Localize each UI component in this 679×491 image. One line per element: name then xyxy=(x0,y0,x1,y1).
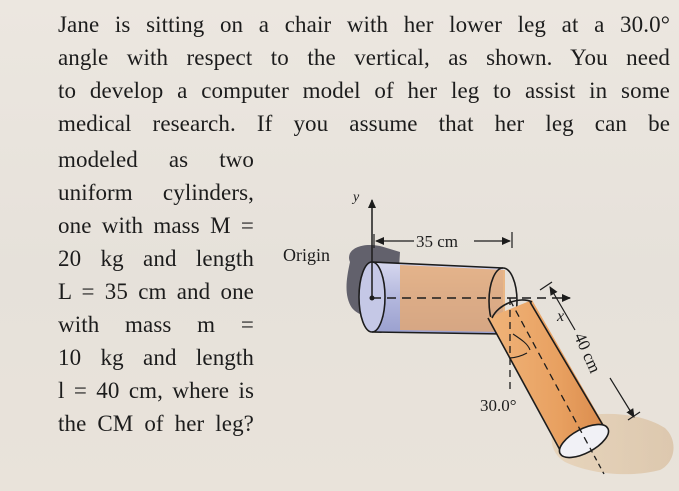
problem-line-3: to develop a computer model of her leg to assist in some xyxy=(58,78,670,103)
problem-line-13: the CM of her leg? xyxy=(58,411,254,436)
origin-label: Origin xyxy=(283,245,330,265)
upper-length-label: 35 cm xyxy=(416,232,459,251)
problem-line-8: 20 kg and length xyxy=(58,246,254,271)
problem-line-5: modeled as two xyxy=(58,147,254,172)
problem-line-7: one with mass M = xyxy=(58,213,254,238)
problem-line-12: l = 40 cm, where is xyxy=(58,378,254,403)
problem-line-10: with mass m = xyxy=(58,312,254,337)
origin-point xyxy=(370,296,375,301)
lower-length-label: 40 cm xyxy=(570,329,605,376)
problem-line-4: medical research. If you assume that her leg can be xyxy=(58,111,670,136)
x-axis-label: x xyxy=(557,308,565,325)
problem-line-2: angle with respect to the vertical, as shown. You need xyxy=(58,45,670,70)
y-axis-label: y xyxy=(353,190,360,205)
problem-line-11: 10 kg and length xyxy=(58,345,254,370)
problem-line-6: uniform cylinders, xyxy=(58,180,254,205)
lower-length-arrow-bottom xyxy=(610,378,634,417)
problem-line-1: Jane is sitting on a chair with her lower leg at a 30.0° xyxy=(58,12,670,37)
problem-line-9: L = 35 cm and one xyxy=(58,279,254,304)
angle-label: 30.0° xyxy=(480,396,517,415)
